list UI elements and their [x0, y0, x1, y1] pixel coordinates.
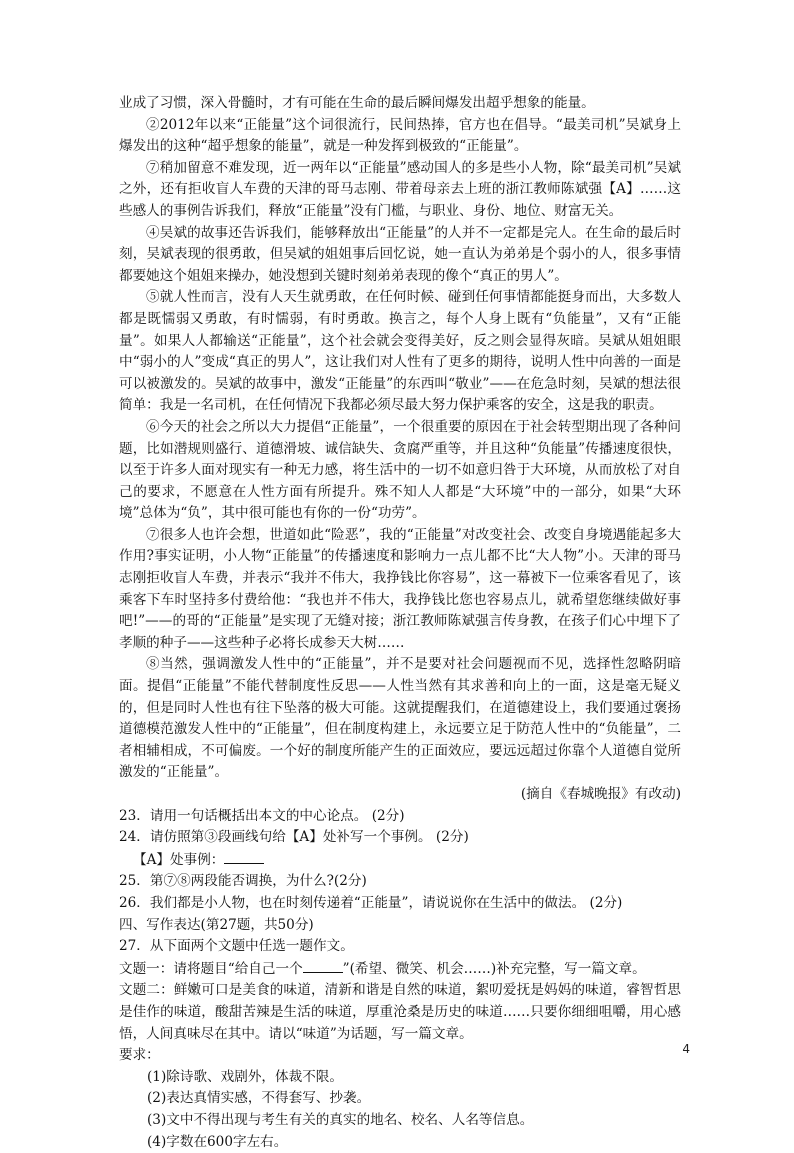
paragraph-3: ⑦稍加留意不难发现，近一两年以“正能量”感动国人的多是些小人物，除“最美司机”吴斌之外，还有拒收盲人车费的天津的哥马志刚、带着母亲去上班的浙江教师陈斌强【A】……这些感人的事例告诉我们，释放“正能量”没有门槛，与职业、身份、地位、财富无关。 — [119, 158, 681, 223]
topic-1-suffix: ”(希望、微笑、机会……)补充完整，写一篇文章。 — [343, 961, 646, 977]
question-26: 26．我们都是小人物，也在时刻传递着“正能量”，请说说你在生活中的做法。 (2分) — [119, 893, 681, 915]
requirement-1: (1)除诗歌、戏剧外，体裁不限。 — [119, 1067, 681, 1089]
article-source: (摘自《春城晚报》有改动) — [119, 784, 681, 806]
question-24: 24．请仿照第③段画线句给【A】处补写一个事例。 (2分) — [119, 827, 681, 849]
paragraph-4: ④吴斌的故事还告诉我们，能够释放出“正能量”的人并不一定都是完人。在生命的最后时刻，吴斌表现的很勇敢，但吴斌的姐姐事后回忆说，她一直认为弟弟是个弱小的人，很多事情都要她这个姐姐来操办，她没想到关键时刻弟弟表现的像个“真正的男人”。 — [119, 223, 681, 288]
section-heading: 四、写作表达(第27题，共50分) — [119, 915, 681, 937]
requirement-4: (4)字数在600字左右。 — [119, 1132, 681, 1153]
requirement-2: (2)表达真情实感，不得套写、抄袭。 — [119, 1088, 681, 1110]
topic-2: 文题二：鲜嫩可口是美食的味道，清新和谐是自然的味道，絮叨爱抚是妈妈的味道，睿智哲思是佳作的味道，酸甜苦辣是生活的味道，厚重沧桑是历史的味道……只要你细细咀嚼，用心感悟，人间真味尽在其中。请以“味道”为话题，写一篇文章。 — [119, 980, 681, 1045]
topic-1 — [119, 958, 681, 981]
paragraph-5: ⑤就人性而言，没有人天生就勇敢，在任何时候、碰到任何事情都能挺身而出，大多数人都是既懦弱又勇敢，有时懦弱，有时勇敢。换言之，每个人身上既有“负能量”，又有“正能量”。如果人人都输送“正能量”，这个社会就会变得美好，反之则会显得灰暗。吴斌从姐姐眼中“弱小的人”变成“真正的男人”，这让我们对人性有了更多的期待，说明人性中向善的一面是可以被激发的。吴斌的故事中，激发“正能量”的东西叫“敬业”——在危急时刻，吴斌的想法很简单：我是一名司机，在任何情况下我都必须尽最大努力保护乘客的安全，这是我的职责。 — [119, 287, 681, 417]
question-27: 27．从下面两个文题中任选一题作文。 — [119, 936, 681, 958]
article-body — [119, 93, 681, 1153]
topic-1-prefix: 文题一：请将题目“给自己一个 — [119, 961, 303, 977]
paragraph-1-tail: 业成了习惯，深入骨髓时，才有可能在生命的最后瞬间爆发出超乎想象的能量。 — [119, 93, 681, 115]
paragraph-7: ⑦很多人也许会想，世道如此“险恶”，我的“正能量”对改变社会、改变自身境遇能起多大作用?事实证明，小人物“正能量”的传播速度和影响力一点儿都不比“大人物”小。天津的哥马志刚拒收盲人车费，并表示“我并不伟大，我挣钱比你容易”，这一幕被下一位乘客看见了，该乘客下车时坚持多付费给他：“我也并不伟大，我挣钱比您也容易点儿，就希望您继续做好事吧!”——的哥的“正能量”是实现了无缝对接；浙江教师陈斌强言传身教，在孩子们心中埋下了孝顺的种子——这些种子必将长成参天大树…… — [119, 525, 681, 655]
question-25: 25．第⑦⑧两段能否调换，为什么?(2分) — [119, 871, 681, 893]
question-24-answer — [119, 849, 681, 872]
answer-blank[interactable] — [224, 849, 264, 864]
paragraph-8: ⑧当然，强调激发人性中的“正能量”，并不是要对社会问题视而不见，选择性忽略阴暗面。提倡“正能量”不能代替制度性反思——人性当然有其求善和向上的一面，这是毫无疑义的，但是同时人性也有往下坠落的极大可能。这就提醒我们，在道德建设上，我们要通过褒扬道德模范激发人性中的“正能量”，但在制度构建上，永远要立足于防范人性中的“负能量”，二者相辅相成，不可偏废。一个好的制度所能产生的正面效应，要远远超过你靠个人道德自觉所激发的“正能量”。 — [119, 654, 681, 784]
question-23: 23．请用一句话概括出本文的中心论点。 (2分) — [119, 806, 681, 828]
paragraph-6: ⑥今天的社会之所以大力提倡“正能量”，一个很重要的原因在于社会转型期出现了各种问题，比如潜规则盛行、道德滑坡、诚信缺失、贪腐严重等，并且这种“负能量”传播速度很快，以至于许多人面对现实有一种无力感，将生活中的一切不如意归咎于大环境，从而放松了对自己的要求，不愿意在人性方面有所提升。殊不知人人都是“大环境”中的一部分，如果“大环境”总体为“负”，其中很可能也有你的一份“功劳”。 — [119, 417, 681, 525]
page-number: 4 — [660, 1042, 690, 1056]
requirements-label: 要求： — [119, 1045, 681, 1067]
paragraph-2: ②2012年以来“正能量”这个词很流行，民间热捧，官方也在倡导。“最美司机”吴斌身上爆发出的这种“超乎想象的能量”，就是一种发挥到极致的“正能量”。 — [119, 115, 681, 158]
topic-blank[interactable] — [303, 958, 343, 973]
question-24-label: 【A】处事例： — [133, 852, 224, 868]
requirement-3: (3)文中不得出现与考生有关的真实的地名、校名、人名等信息。 — [119, 1110, 681, 1132]
